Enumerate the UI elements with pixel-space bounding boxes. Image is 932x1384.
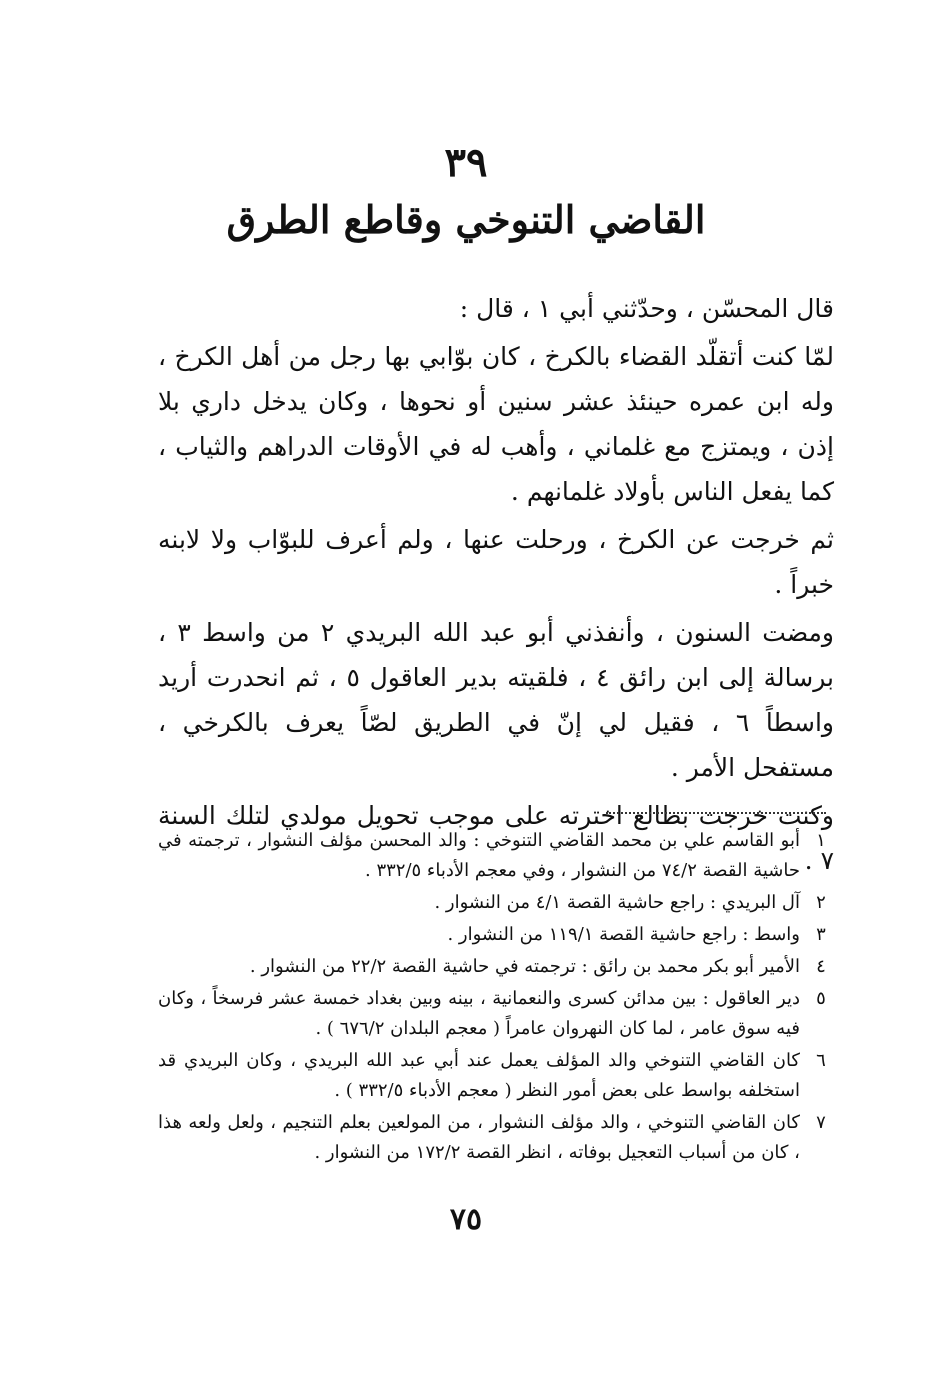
- footnote-number: ٧: [816, 1112, 826, 1133]
- footnote: [158, 1046, 834, 1106]
- body-text: [158, 286, 834, 886]
- footnote: [158, 984, 834, 1044]
- footnotes: [158, 826, 834, 1170]
- chapter-number: ٣٩: [444, 139, 488, 186]
- paragraph: قال المحسّن ، وحدّثني أبي ١ ، قال :: [459, 294, 834, 323]
- footnote-text: أبو القاسم علي بن محمد القاضي التنوخي : والد المحسن مؤلف النشوار ، ترجمته في حاشية القصة ٧٤/٢ من النشوار ، وفي معجم الأدباء ٣٣٢/٥ .: [158, 830, 800, 881]
- chapter-title: القاضي التنوخي وقاطع الطرق: [226, 197, 706, 242]
- footnote: [158, 920, 834, 950]
- footnote-text: دير العاقول : بين مدائن كسرى والنعمانية ، بينه وبين بغداد خمسة عشر فرسخاً ، وكان فيه سوق عامر ، لما كان النهروان عامراً ( معجم البلدان ٦٧٦/٢ ) .: [158, 988, 800, 1039]
- footnote: [158, 952, 834, 982]
- footnote-number: ٤: [816, 956, 826, 977]
- footnote-text: كان القاضي التنوخي ، والد مؤلف النشوار ، من المولعين بعلم التنجيم ، ولعل ولعه هذا ، كان من أسباب التعجيل بوفاته ، انظر القصة ١٧٢/٢ من النشوار .: [158, 1112, 800, 1163]
- footnote-number: ٣: [816, 924, 826, 945]
- footnote-number: ١: [816, 830, 826, 851]
- footnote: [158, 826, 834, 886]
- footnote-divider: [606, 812, 826, 814]
- footnote-text: واسط : راجع حاشية القصة ١١٩/١ من النشوار .: [447, 924, 800, 945]
- page-number: ٧٥: [449, 1202, 483, 1237]
- paragraph: ومضت السنون ، وأنفذني أبو عبد الله البريدي ٢ من واسط ٣ ، برسالة إلى ابن رائق ٤ ، فلقيته بدير العاقول ٥ ، ثم انحدرت أريد واسطاً ٦ ، فقيل لي إنّ في الطريق لصّاً يعرف بالكرخي ، مستفحل الأمر .: [158, 618, 834, 782]
- footnote: [158, 888, 834, 918]
- footnote-text: كان القاضي التنوخي والد المؤلف يعمل عند أبي عبد الله البريدي ، وكان البريدي قد استخلفه بواسط على بعض أمور النظر ( معجم الأدباء ٣٣٢/٥ ) .: [158, 1050, 800, 1101]
- footnote-number: ٢: [816, 892, 826, 913]
- paragraph: ثم خرجت عن الكرخ ، ورحلت عنها ، ولم أعرف للبوّاب ولا لابنه خبراً .: [158, 525, 834, 599]
- footnote: [158, 1108, 834, 1168]
- footnote-text: الأمير أبو بكر محمد بن رائق : ترجمته في حاشية القصة ٢٢/٢ من النشوار .: [249, 956, 800, 977]
- footnote-text: آل البريدي : راجع حاشية القصة ٤/١ من النشوار .: [434, 892, 800, 913]
- paragraph: وكنت خرجت بطالع اخترته على موجب تحويل مولدي لتلك السنة ٧ .: [158, 801, 834, 875]
- footnote-number: ٥: [816, 988, 826, 1009]
- paragraph: لمّا كنت أتقلّد القضاء بالكرخ ، كان بوّابي بها رجل من أهل الكرخ ، وله ابن عمره حينئذ عشر سنين أو نحوها ، وكان يدخل داري بلا إذن ، ويمتزج مع غلماني ، وأهب له في الأوقات الدراهم والثياب ، كما يفعل الناس بأولاد غلمانهم .: [158, 342, 834, 506]
- footnote-number: ٦: [816, 1050, 826, 1071]
